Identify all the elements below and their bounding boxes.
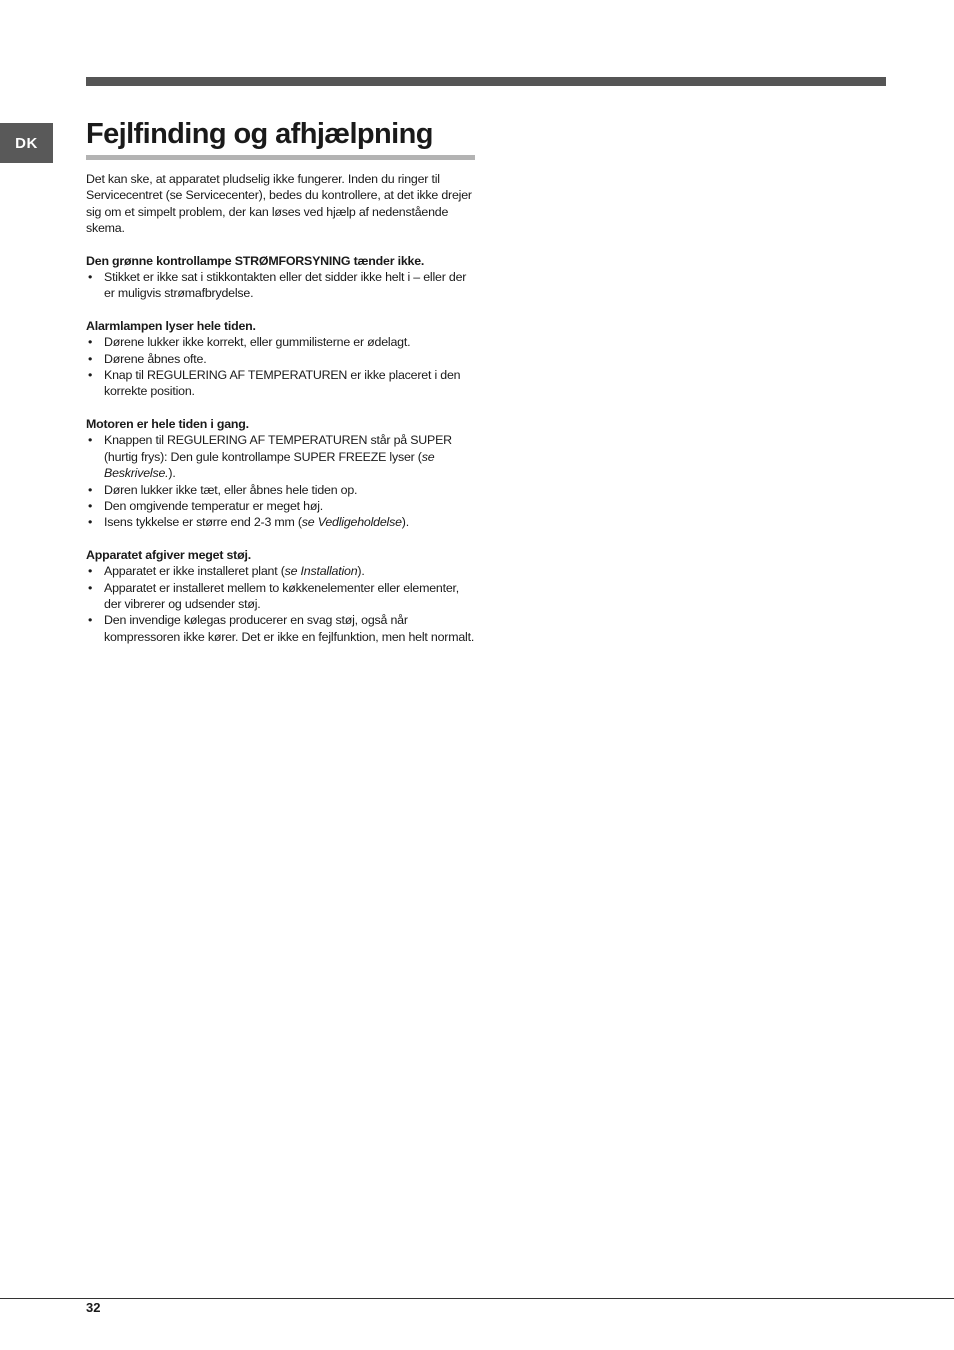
list-item-text: Døren lukker ikke tæt, eller åbnes hele tiden op. xyxy=(104,482,358,497)
list-item xyxy=(86,269,478,302)
section-power-lamp xyxy=(86,253,478,302)
list-item-text: Dørene åbnes ofte. xyxy=(104,351,207,366)
page-number: 32 xyxy=(86,1300,101,1315)
list-item-text: Knap til REGULERING AF TEMPERATUREN er ikke placeret i den korrekte position. xyxy=(104,368,461,399)
list-item xyxy=(86,498,478,514)
list-item-text: Apparatet er installeret mellem to køkkenelementer eller elementer, der vibrerer og udsender støj. xyxy=(104,580,460,611)
intro-paragraph: Det kan ske, at apparatet pludselig ikke fungerer. Inden du ringer til Servicecentret (se Servicecenter), bedes du kontrollere, at det ikke drejer sig om et simpelt problem, der kan løses ved hjælp af nedenstående skema. xyxy=(86,172,472,236)
list-item-text: Den invendige kølegas producerer en svag støj, også når kompressoren ikke kører. Det er ikke en fejlfunktion, men helt normalt. xyxy=(104,613,475,644)
header-bar xyxy=(86,77,886,86)
content xyxy=(86,171,478,661)
list-item xyxy=(86,612,478,645)
cross-reference: se Vedligeholdelse xyxy=(301,515,402,530)
list-item xyxy=(86,334,478,350)
language-tab: DK xyxy=(0,123,53,163)
list-item-text: Stikket er ikke sat i stikkontakten eller det sidder ikke helt i – eller der er muligvis strømafbrydelse. xyxy=(104,270,467,301)
cross-reference: se Installation xyxy=(284,564,358,579)
footer-divider xyxy=(0,1298,954,1299)
list-item-text-end: ). xyxy=(357,564,365,579)
bullet-list xyxy=(86,432,478,530)
list-item xyxy=(86,351,478,367)
bullet-list xyxy=(86,563,478,645)
section-motor-running xyxy=(86,416,478,531)
list-item xyxy=(86,580,478,613)
bullet-list xyxy=(86,334,478,400)
list-item-text: Dørene lukker ikke korrekt, eller gummilisterne er ødelagt. xyxy=(104,335,411,350)
page-title: Fejlfinding og afhjælpning xyxy=(86,116,475,160)
section-heading: Alarmlampen lyser hele tiden. xyxy=(86,318,256,333)
bullet-list xyxy=(86,269,478,302)
list-item xyxy=(86,432,478,481)
section-heading: Apparatet afgiver meget støj. xyxy=(86,547,251,562)
section-heading: Motoren er hele tiden i gang. xyxy=(86,416,249,431)
section-noise xyxy=(86,547,478,645)
section-alarm-lamp xyxy=(86,318,478,400)
list-item-text: Isens tykkelse er større end 2-3 mm ( xyxy=(104,515,302,530)
list-item xyxy=(86,563,478,579)
list-item-text-end: ). xyxy=(401,515,409,530)
list-item xyxy=(86,482,478,498)
section-heading: Den grønne kontrollampe STRØMFORSYNING tænder ikke. xyxy=(86,253,425,268)
list-item-text: Den omgivende temperatur er meget høj. xyxy=(104,498,323,513)
cross-reference: se Beskrivelse. xyxy=(104,449,435,481)
list-item xyxy=(86,367,478,400)
list-item-text-end: ). xyxy=(168,466,176,481)
list-item-text: Knappen til REGULERING AF TEMPERATUREN står på SUPER (hurtig frys): Den gule kontrollampe SUPER FREEZE lyser ( xyxy=(104,433,452,464)
list-item xyxy=(86,514,478,530)
list-item-text: Apparatet er ikke installeret plant ( xyxy=(104,564,285,579)
